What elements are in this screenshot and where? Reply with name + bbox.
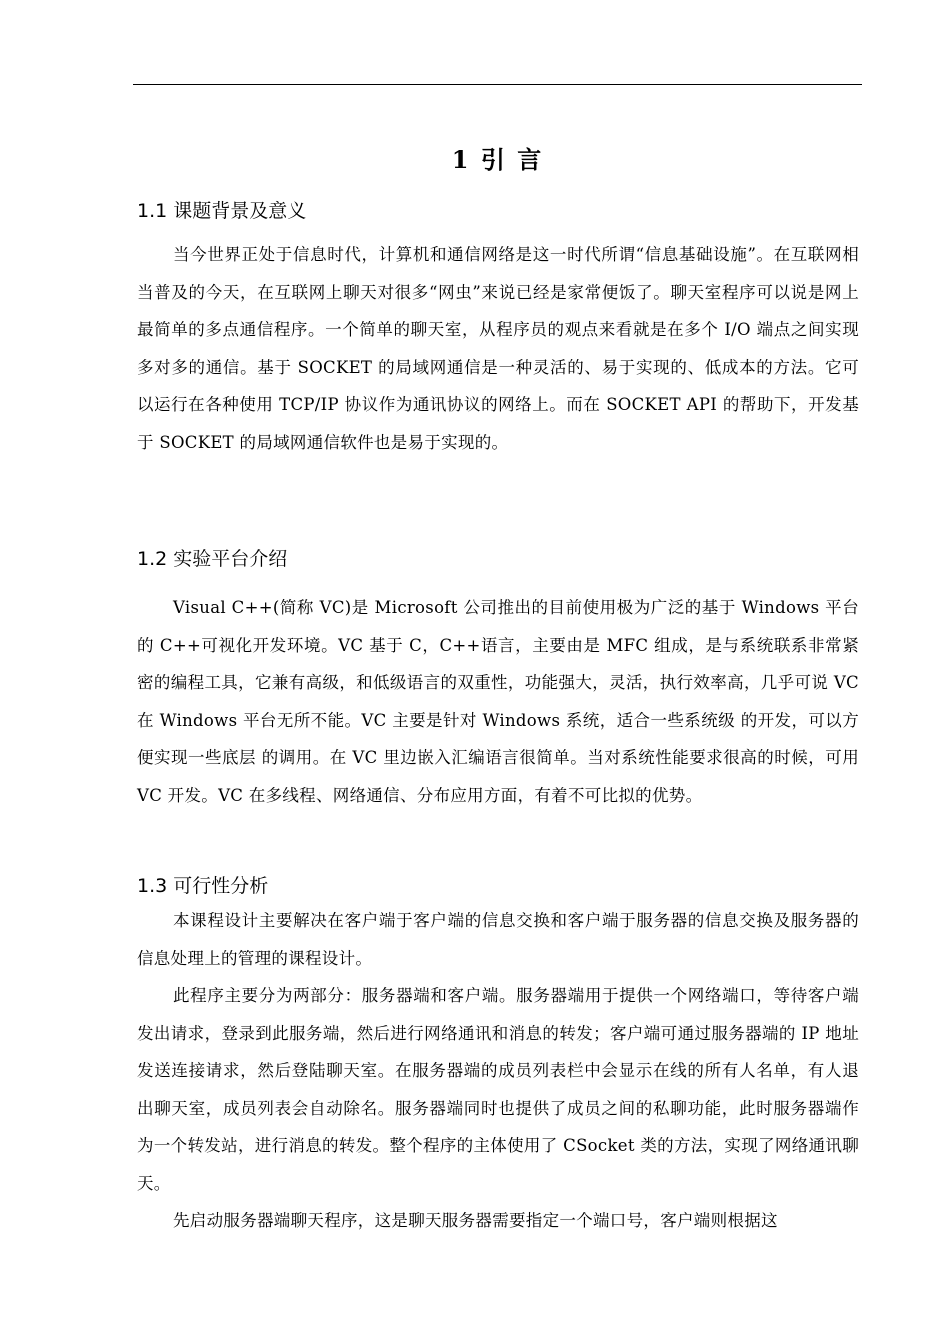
chapter-title: 1 引 言 [451,145,544,174]
section-1-2-paragraph: Visual C++(简称 VC)是 Microsoft 公司推出的目前使用极为广泛的基于 Windows 平台的 C++可视化开发环境。VC 基于 C，C++语言，主要由是 MFC 组成，是与系统联系非常紧密的编程工具，它兼有高级，和低级语言的双重性，功能强大，灵活，执行效率高，几乎可说 VC 在 Windows 平台无所不能。VC 主要是针对 Windows 系统，适合一些系统级 的开发，可以方便实现一些底层 的调用。在 VC 里边嵌入汇编语言很简单。当对系统性能要求很高的时候，可用 VC 开发。VC 在多线程、网络通信、分布应用方面，有着不可比拟的优势。 [137,598,859,805]
section-1-1-paragraph: 当今世界正处于信息时代，计算机和通信网络是这一时代所谓“信息基础设施”。在互联网相当普及的今天，在互联网上聊天对很多“网虫”来说已经是家常便饭了。聊天室程序可以说是网上最简单的多点通信程序。一个简单的聊天室，从程序员的观点来看就是在多个 I/O 端点之间实现多对多的通信。基于 SOCKET 的局域网通信是一种灵活的、易于实现的、低成本的方法。它可以运行在各种使用 TCP/IP 协议作为通讯协议的网络上。而在 SOCKET API 的帮助下，开发基于 SOCKET 的局域网通信软件也是易于实现的。 [137,245,859,452]
section-heading-1-3: 1.3 可行性分析 [137,875,269,897]
section-1-3-paragraph-1: 本课程设计主要解决在客户端于客户端的信息交换和客户端于服务器的信息交换及服务器的信息处理上的管理的课程设计。 [137,911,859,968]
header-rule [133,84,862,85]
section-1-3-paragraph-3: 先启动服务器端聊天程序，这是聊天服务器需要指定一个端口号，客户端则根据这 [173,1211,778,1230]
section-heading-1-1: 1.1 课题背景及意义 [137,200,307,222]
section-heading-1-2: 1.2 实验平台介绍 [137,548,288,570]
section-1-3-paragraph-2: 此程序主要分为两部分：服务器端和客户端。服务器端用于提供一个网络端口，等待客户端发出请求，登录到此服务端，然后进行网络通讯和消息的转发；客户端可通过服务器端的 IP 地址发送连接请求，然后登陆聊天室。在服务器端的成员列表栏中会显示在线的所有人名单，有人退出聊天室，成员列表会自动除名。服务器端同时也提供了成员之间的私聊功能，此时服务器端作为一个转发站，进行消息的转发。整个程序的主体使用了 CSocket 类的方法，实现了网络通讯聊天。 [137,986,859,1193]
